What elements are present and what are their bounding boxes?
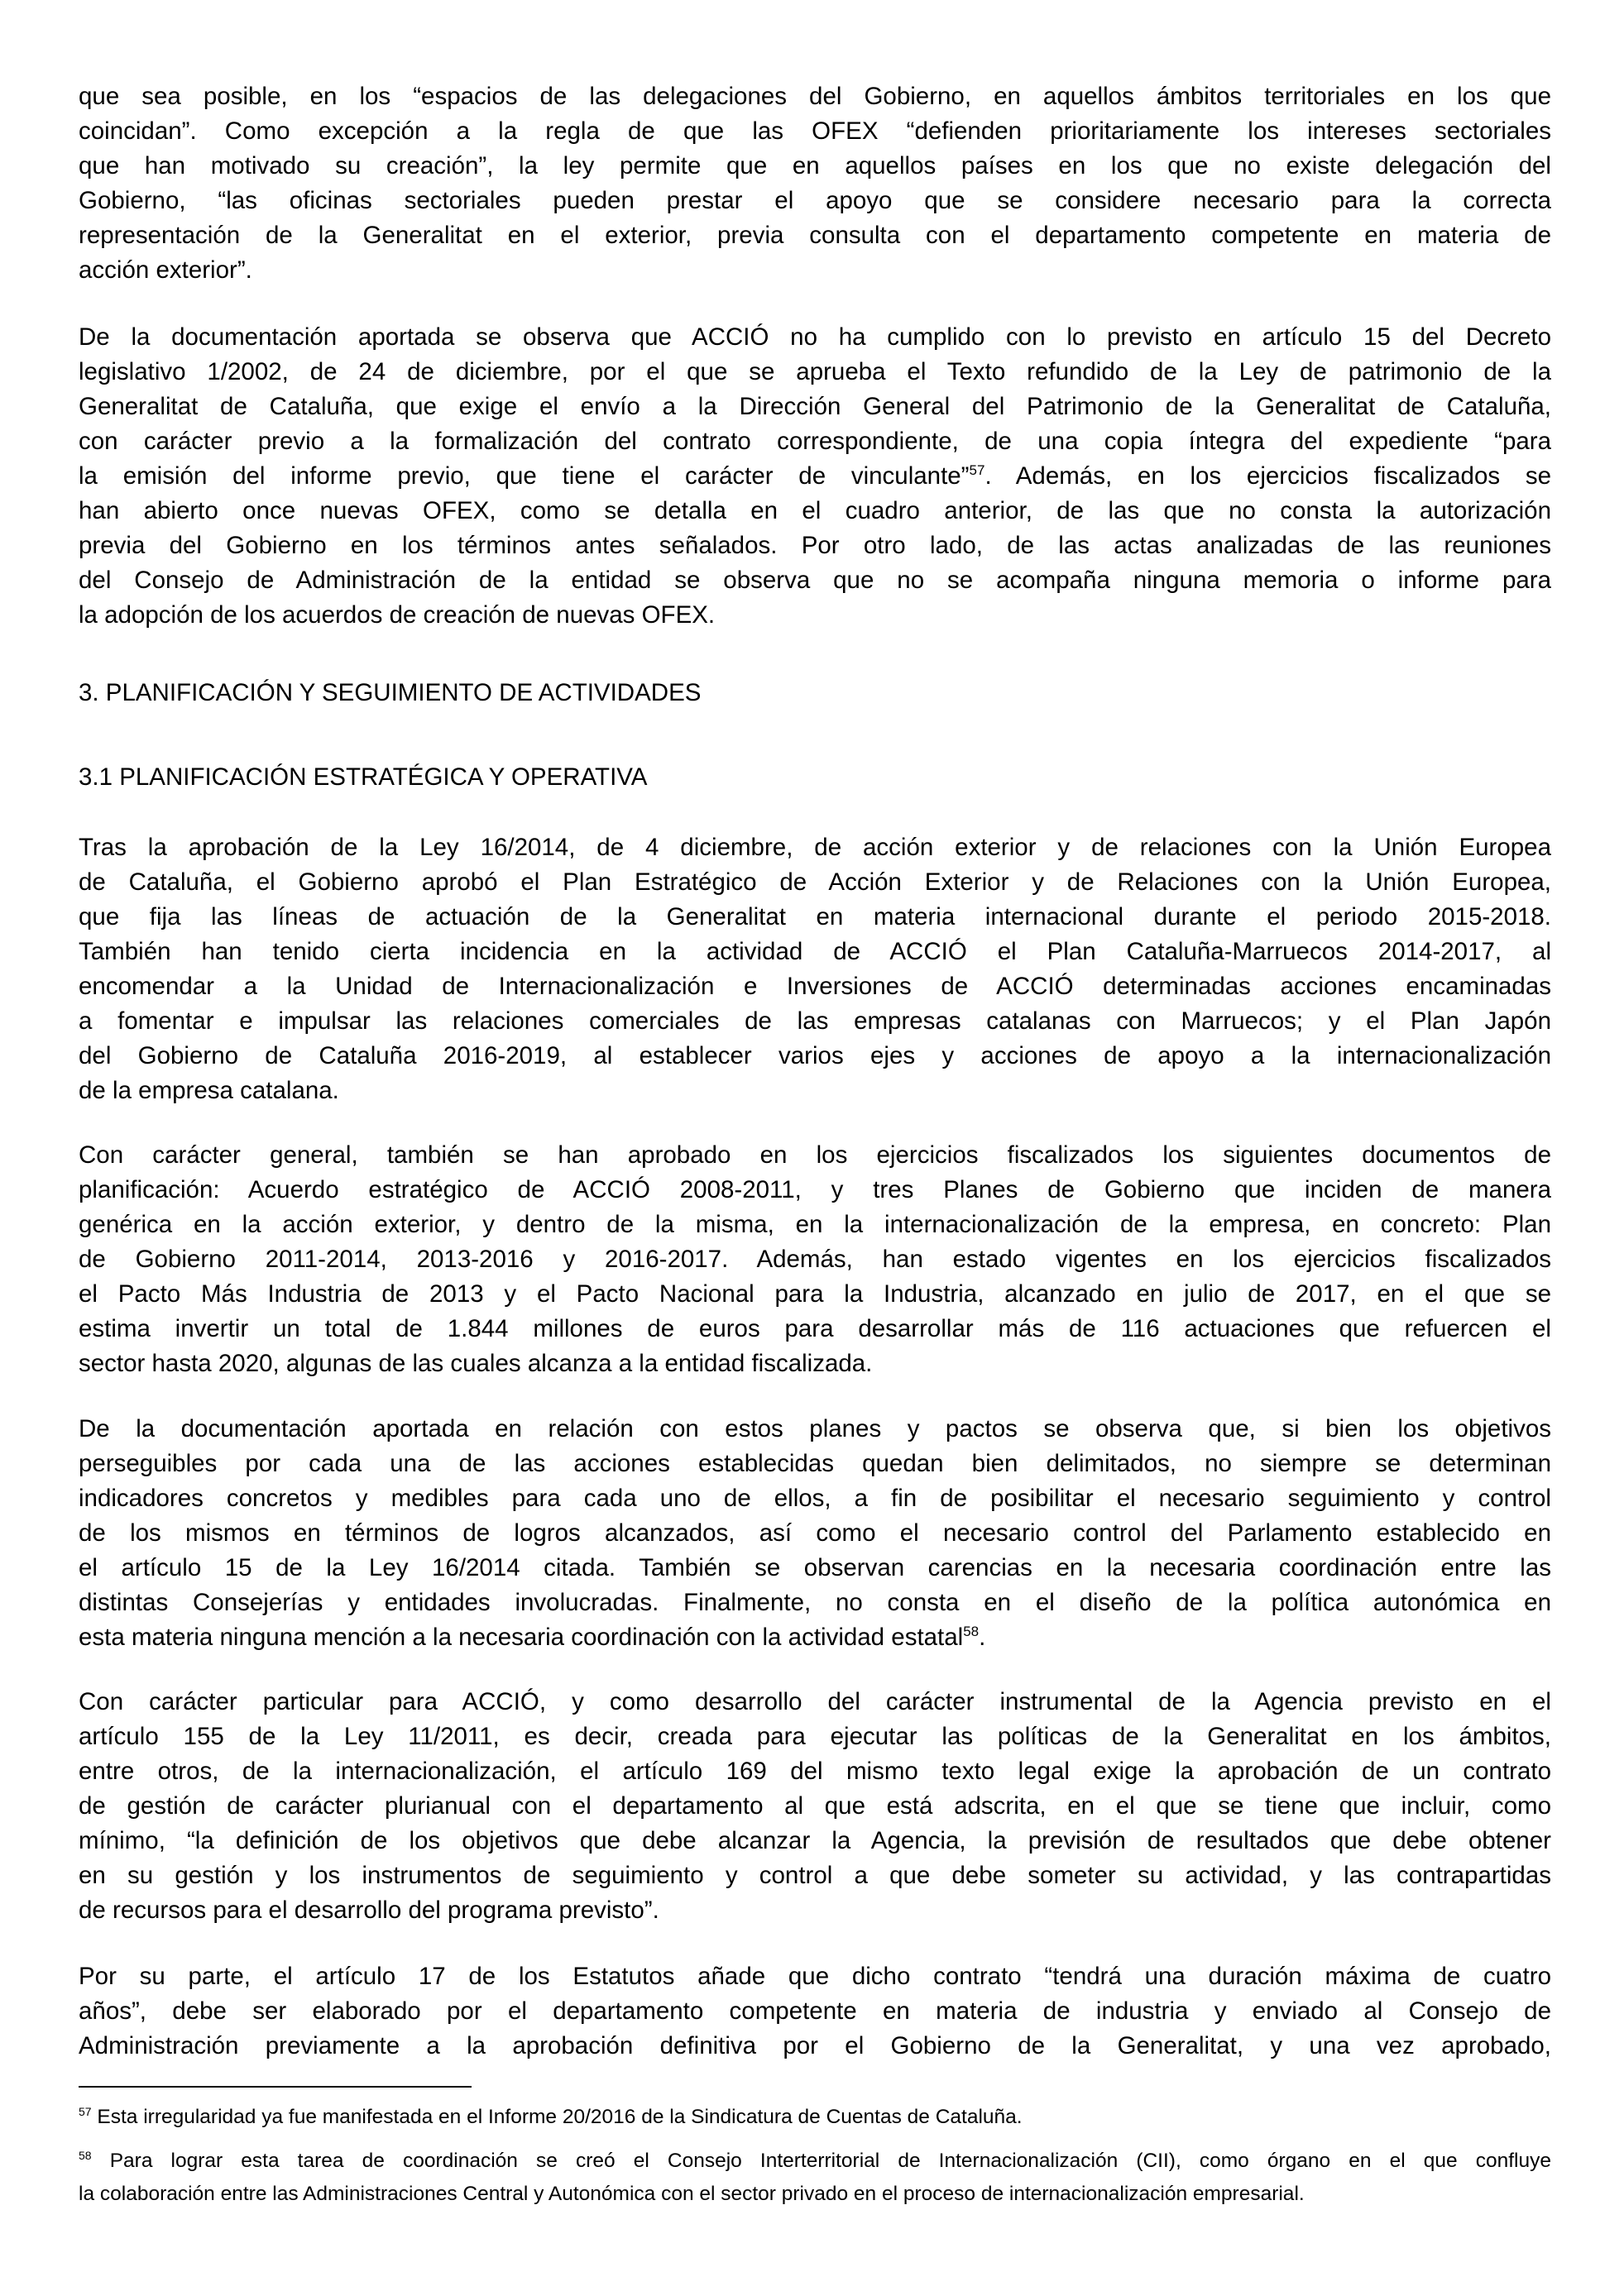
text-line: de Cataluña, el Gobierno aprobó el Plan Estratégico de Acción Exterior y de Relaciones con la Unión Europea, — [79, 868, 1551, 896]
text-line: la adopción de los acuerdos de creación de nuevas OFEX. — [79, 601, 716, 629]
footnote-text: Para lograr esta tarea de coordinación se creó el Consejo Interterritorial de Internacionalización (CII), como órgano en el que confluye — [109, 2150, 1551, 2172]
text-line: Gobierno, “las oficinas sectoriales pueden prestar el apoyo que se considere necesario para la correcta — [79, 187, 1551, 214]
text-line: de los mismos en términos de logros alcanzados, así como el necesario control del Parlamento establecido en — [79, 1519, 1551, 1547]
paragraph-3 — [79, 830, 1551, 1108]
text-line: años”, debe ser elaborado por el departamento competente en materia de industria y enviado al Consejo de — [79, 1997, 1551, 2025]
text-line: Por su parte, el artículo 17 de los Estatutos añade que dicho contrato “tendrá una duración máxima de cuatro — [79, 1963, 1551, 1990]
footnote-number: 58 — [79, 2148, 92, 2162]
paragraph-1 — [79, 79, 1551, 288]
section-heading-3-1: 3.1 PLANIFICACIÓN ESTRATÉGICA Y OPERATIVA — [79, 763, 648, 791]
text-fragment: . Además, en los ejercicios fiscalizados se — [984, 462, 1551, 490]
paragraph-4 — [79, 1138, 1551, 1381]
text-fragment: . — [979, 1624, 986, 1651]
text-line: con carácter previo a la formalización del contrato correspondiente, de una copia íntegra del expediente “para — [79, 428, 1551, 455]
text-line: Administración previamente a la aprobación definitiva por el Gobierno de la Generalitat, y una vez aprobado, — [79, 2032, 1551, 2059]
text-line: distintas Consejerías y entidades involucradas. Finalmente, no consta en el diseño de la política autonómica en — [79, 1589, 1551, 1616]
text-line: que sea posible, en los “espacios de las delegaciones del Gobierno, en aquellos ámbitos territoriales en los que — [79, 83, 1551, 110]
text-line — [79, 1620, 1551, 1655]
text-line: han abierto once nuevas OFEX, como se detalla en el cuadro anterior, de las que no consta la autorización — [79, 497, 1551, 524]
text-line: encomendar a la Unidad de Internacionalización e Inversiones de ACCIÓ determinadas acciones encaminadas — [79, 973, 1551, 1000]
text-line: el Pacto Más Industria de 2013 y el Pacto Nacional para la Industria, alcanzado en julio de 2017, en el que se — [79, 1280, 1551, 1308]
text-line: indicadores concretos y medibles para cada uno de ellos, a fin de posibilitar el necesario seguimiento y control — [79, 1485, 1551, 1512]
text-line: También han tenido cierta incidencia en la actividad de ACCIÓ el Plan Cataluña-Marruecos 2014-2017, al — [79, 938, 1551, 965]
footnote-line: la colaboración entre las Administraciones Central y Autonómica con el sector privado en el proceso de internacionalización empresarial. — [79, 2183, 1305, 2205]
text-line: acción exterior”. — [79, 256, 252, 284]
text-line: Tras la aprobación de la Ley 16/2014, de 4 diciembre, de acción exterior y de relaciones con la Unión Europea — [79, 834, 1551, 861]
footnote-line — [79, 2101, 1551, 2134]
text-line: en su gestión y los instrumentos de seguimiento y control a que debe someter su actividad, y las contrapartidas — [79, 1862, 1551, 1889]
text-line: perseguibles por cada una de las acciones establecidas quedan bien delimitados, no siempre se determinan — [79, 1450, 1551, 1477]
section-heading-3: 3. PLANIFICACIÓN Y SEGUIMIENTO DE ACTIVIDADES — [79, 679, 702, 706]
footnote-58 — [79, 2145, 1551, 2211]
footnote-number: 57 — [79, 2104, 92, 2118]
text-line: entre otros, de la internacionalización, el artículo 169 del mismo texto legal exige la aprobación de un contrato — [79, 1758, 1551, 1785]
text-line: de Gobierno 2011-2014, 2013-2016 y 2016-2017. Además, han estado vigentes en los ejercicios fiscalizados — [79, 1246, 1551, 1273]
footnote-separator — [79, 2086, 472, 2088]
text-line: de gestión de carácter plurianual con el departamento al que está adscrita, en el que se tiene que incluir, como — [79, 1792, 1551, 1820]
paragraph-7 — [79, 1959, 1551, 2064]
text-line: planificación: Acuerdo estratégico de ACCIÓ 2008-2011, y tres Planes de Gobierno que inciden de manera — [79, 1176, 1551, 1203]
paragraph-6 — [79, 1685, 1551, 1928]
text-line: de recursos para el desarrollo del programa previsto”. — [79, 1897, 659, 1924]
text-line: que han motivado su creación”, la ley permite que en aquellos países en los que no existe delegación del — [79, 152, 1551, 179]
text-line: mínimo, “la definición de los objetivos que debe alcanzar la Agencia, la previsión de resultados que debe obtener — [79, 1827, 1551, 1854]
text-fragment: la emisión del informe previo, que tiene el carácter de vinculante” — [79, 462, 970, 490]
text-line: previa del Gobierno en los términos antes señalados. Por otro lado, de las actas analizadas de las reuniones — [79, 532, 1551, 559]
footnote-ref-58[interactable]: 58 — [963, 1624, 980, 1640]
text-line: de la empresa catalana. — [79, 1077, 339, 1104]
paragraph-5 — [79, 1412, 1551, 1655]
text-line: Con carácter general, también se han aprobado en los ejercicios fiscalizados los siguientes documentos de — [79, 1141, 1551, 1169]
text-line: que fija las líneas de actuación de la Generalitat en materia internacional durante el periodo 2015-2018. — [79, 903, 1551, 930]
text-line: De la documentación aportada se observa que ACCIÓ no ha cumplido con lo previsto en artículo 15 del Decreto — [79, 323, 1551, 351]
text-line: coincidan”. Como excepción a la regla de que las OFEX “defienden prioritariamente los intereses sectoriales — [79, 117, 1551, 145]
text-line: el artículo 15 de la Ley 16/2014 citada. También se observan carencias en la necesaria coordinación entre las — [79, 1554, 1551, 1581]
text-line: del Gobierno de Cataluña 2016-2019, al establecer varios ejes y acciones de apoyo a la internacionalización — [79, 1042, 1551, 1069]
text-line: De la documentación aportada en relación con estos planes y pactos se observa que, si bien los objetivos — [79, 1415, 1551, 1442]
text-line: Generalitat de Cataluña, que exige el envío a la Dirección General del Patrimonio de la Generalitat de Cataluña, — [79, 393, 1551, 420]
text-line: a fomentar e impulsar las relaciones comerciales de las empresas catalanas con Marruecos; y el Plan Japón — [79, 1007, 1551, 1035]
footnote-57 — [79, 2101, 1551, 2134]
text-line: legislativo 1/2002, de 24 de diciembre, por el que se aprueba el Texto refundido de la Ley de patrimonio de la — [79, 358, 1551, 385]
footnote-line — [79, 2145, 1551, 2178]
text-line: estima invertir un total de 1.844 millones de euros para desarrollar más de 116 actuaciones que refuercen el — [79, 1315, 1551, 1342]
text-fragment: esta materia ninguna mención a la necesaria coordinación con la actividad estatal — [79, 1624, 964, 1651]
text-line: artículo 155 de la Ley 11/2011, es decir, creada para ejecutar las políticas de la Generalitat en los ámbitos, — [79, 1723, 1551, 1750]
paragraph-2 — [79, 320, 1551, 633]
text-line: sector hasta 2020, algunas de las cuales alcanza a la entidad fiscalizada. — [79, 1350, 873, 1377]
text-line: representación de la Generalitat en el exterior, previa consulta con el departamento competente en materia de — [79, 222, 1551, 249]
text-line: genérica en la acción exterior, y dentro de la misma, en la internacionalización de la empresa, en concreto: Plan — [79, 1211, 1551, 1238]
text-line: del Consejo de Administración de la entidad se observa que no se acompaña ninguna memoria o informe para — [79, 567, 1551, 594]
footnote-ref-57[interactable]: 57 — [969, 462, 985, 479]
text-line: Con carácter particular para ACCIÓ, y como desarrollo del carácter instrumental de la Agencia previsto en el — [79, 1688, 1551, 1715]
footnote-text: Esta irregularidad ya fue manifestada en el Informe 20/2016 de la Sindicatura de Cuentas de Cataluña. — [97, 2106, 1023, 2128]
text-line — [79, 459, 1551, 494]
